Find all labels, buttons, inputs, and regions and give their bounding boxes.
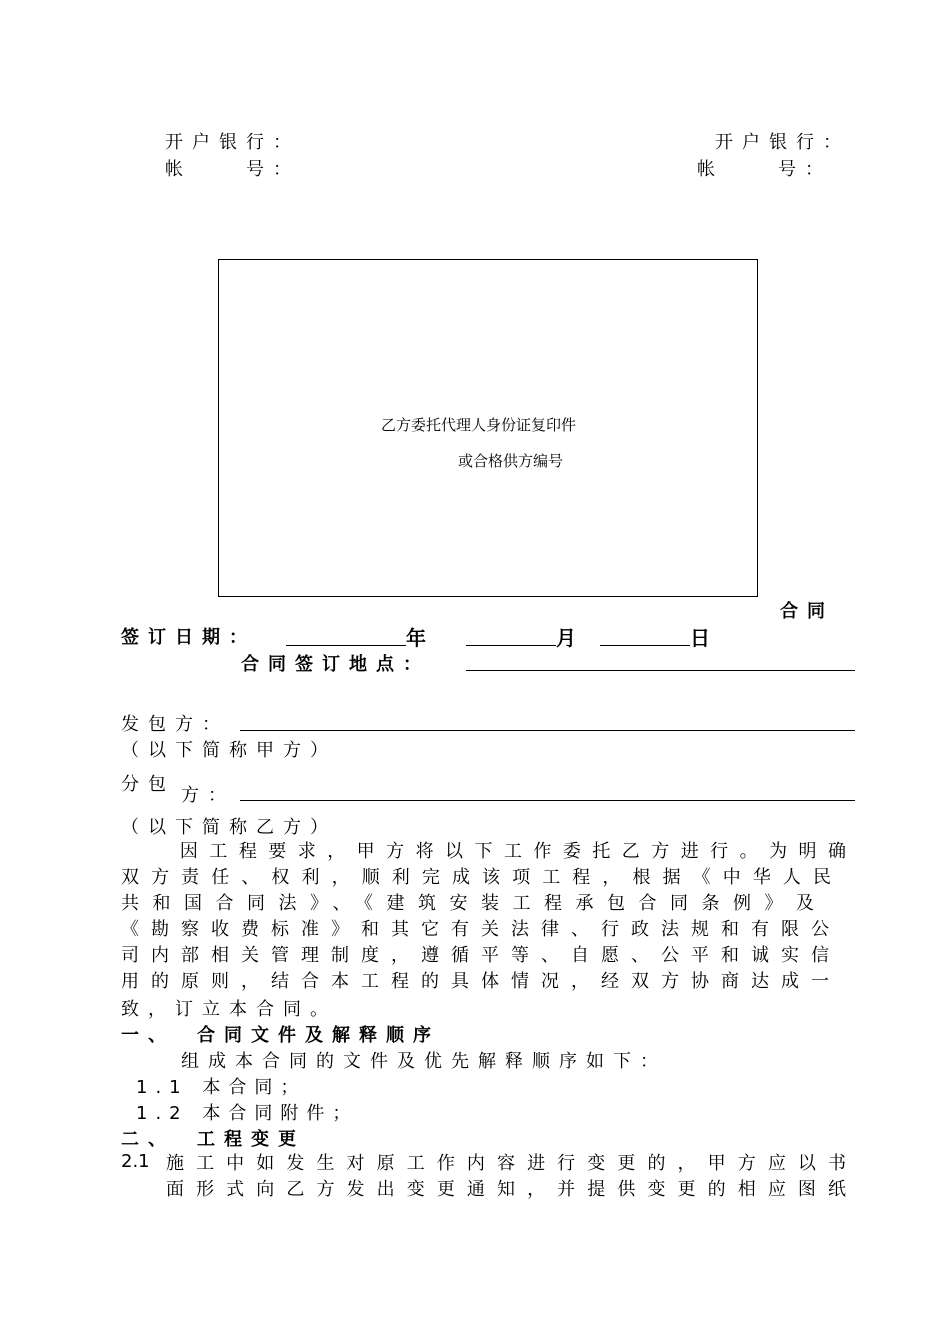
id-box-line1: 乙方委托代理人身份证复印件	[381, 416, 577, 434]
signing-date-label: 签订日期：	[121, 627, 256, 648]
intro-line: 因工程要求，甲方将以下工作委托乙方进行。为明确	[121, 841, 846, 862]
id-box-line2: 或合格供方编号	[458, 452, 564, 470]
subcontractor-label-part1: 分包	[121, 774, 175, 795]
year-blank[interactable]	[286, 645, 406, 646]
section1-item1: 1.1 本合同；	[136, 1077, 307, 1098]
year-label: 年	[406, 626, 426, 650]
section2-line: 施工中如发生对原工作内容进行变更的，甲方应以书	[166, 1153, 846, 1174]
intro-line: 司内部相关管理制度，遵循平等、自愿、公平和诚实信	[121, 945, 829, 966]
intro-last-line: 致，订立本合同。	[121, 999, 337, 1020]
intro-line: 共和国合同法》、《建筑安装工程承包合同条例》及	[121, 893, 814, 914]
intro-line: 《勘察收费标准》和其它有关法律、行政法规和有限公	[121, 919, 829, 940]
right-account-label: 帐 号：	[697, 159, 832, 180]
left-account-label: 帐 号：	[165, 159, 300, 180]
section1-lead: 组成本合同的文件及优先解释顺序如下：	[181, 1051, 667, 1072]
section1-item2: 1.2 本合同附件；	[136, 1103, 359, 1124]
contract-word: 合同	[780, 601, 834, 622]
intro-line: 双方责任、权利，顺利完成该项工程，根据《中华人民	[121, 867, 831, 888]
signing-place-blank[interactable]	[466, 670, 855, 671]
left-bank-label: 开户银行：	[165, 132, 300, 153]
section2-number: 二、	[121, 1129, 175, 1150]
signing-place-label: 合同签订地点：	[241, 654, 430, 675]
employer-blank[interactable]	[240, 730, 855, 731]
section2-item-number: 2.1	[121, 1151, 150, 1172]
section2-line: 面形式向乙方发出变更通知，并提供变更的相应图纸	[166, 1179, 846, 1200]
section2-item-text	[166, 1151, 846, 1203]
right-bank-label: 开户银行：	[715, 132, 850, 153]
subcontractor-blank[interactable]	[240, 800, 855, 801]
id-copy-box	[218, 259, 758, 597]
month-blank[interactable]	[466, 645, 556, 646]
month-label: 月	[556, 626, 576, 650]
subcontractor-label-part2: 方：	[181, 785, 235, 806]
day-label: 日	[690, 626, 710, 650]
intro-paragraph	[121, 839, 846, 995]
intro-line: 用的原则，结合本工程的具体情况，经双方协商达成一	[121, 971, 829, 992]
employer-note: （以下简称甲方）	[121, 740, 337, 761]
employer-label: 发包方：	[121, 714, 229, 735]
section2-heading: 工程变更	[197, 1129, 305, 1150]
section1-number: 一、	[121, 1025, 175, 1046]
subcontractor-note: （以下简称乙方）	[121, 817, 337, 838]
day-blank[interactable]	[600, 645, 690, 646]
section1-heading: 合同文件及解释顺序	[197, 1025, 440, 1046]
